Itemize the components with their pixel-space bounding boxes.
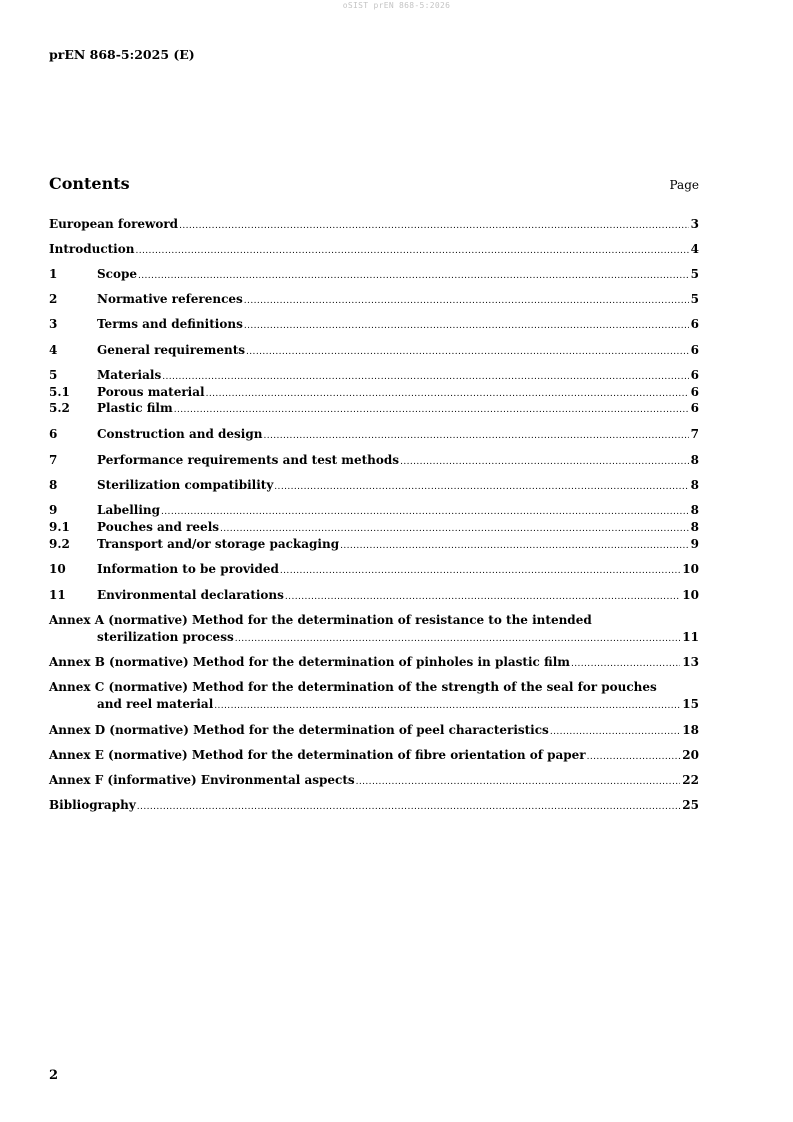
toc-entry-number: 11 <box>49 588 66 602</box>
toc-entry-number: 9.1 <box>49 520 70 534</box>
toc-entry-transport-storage-packaging[interactable] <box>49 536 699 552</box>
toc-entry-title: and reel material <box>97 697 214 711</box>
toc-entry-page: 8 <box>690 503 699 517</box>
toc-entry-title: Annex E (normative) Method for the determination of fibre orientation of paper <box>49 748 586 762</box>
toc-entry-page: 6 <box>690 343 699 357</box>
toc-entry-annex-d[interactable] <box>49 722 699 738</box>
toc-entry-labelling[interactable] <box>49 502 699 518</box>
toc-entry-title: Annex B (normative) Method for the determination of pinholes in plastic film <box>49 655 570 669</box>
toc-entry-title: Sterilization compatibility <box>97 478 274 492</box>
toc-entry-number: 5 <box>49 368 58 382</box>
toc-entry-normative-references[interactable] <box>49 291 699 307</box>
toc-entry-page: 18 <box>682 723 699 737</box>
toc-entry-title: Porous material <box>97 385 205 399</box>
dot-leader <box>244 293 689 309</box>
toc-entry-page: 20 <box>682 748 699 762</box>
toc-entry-title: Scope <box>97 267 138 281</box>
dot-leader <box>161 504 689 520</box>
toc-entry-title: Information to be provided <box>97 562 279 576</box>
toc-entry-introduction[interactable] <box>49 241 699 257</box>
toc-entry-european-foreword[interactable] <box>49 216 699 232</box>
toc-entry-title: Annex F (informative) Environmental aspects <box>49 773 355 787</box>
toc-entry-title: sterilization process <box>97 630 234 644</box>
dot-leader <box>135 243 688 259</box>
dot-leader <box>137 799 681 815</box>
toc-entry-page: 11 <box>682 630 699 644</box>
toc-entry-number: 3 <box>49 317 58 331</box>
toc-entry-construction-and-design[interactable] <box>49 426 699 442</box>
dot-leader <box>285 589 680 605</box>
dot-leader <box>220 521 689 537</box>
toc-entry-page: 6 <box>690 401 699 415</box>
toc-entry-annex-f[interactable] <box>49 772 699 788</box>
dot-leader <box>274 479 688 495</box>
toc-entry-number: 6 <box>49 427 58 441</box>
dot-leader <box>587 749 681 765</box>
toc-entry-number: 5.1 <box>49 385 70 399</box>
toc-entry-annex-b[interactable] <box>49 654 699 670</box>
toc-entry-title: Introduction <box>49 242 135 256</box>
toc-entry-number: 9.2 <box>49 537 70 551</box>
toc-entry-performance-requirements[interactable] <box>49 452 699 468</box>
toc-entry-title-line1: Annex C (normative) Method for the determination of the strength of the seal for pouches <box>49 680 657 694</box>
toc-entry-title: Terms and definitions <box>97 317 243 331</box>
toc-entry-porous-material[interactable] <box>49 384 699 400</box>
dot-leader <box>174 402 689 418</box>
dot-leader <box>340 538 689 554</box>
toc-entry-page: 10 <box>682 588 699 602</box>
toc-entry-annex-c[interactable] <box>49 679 699 713</box>
toc-entry-number: 5.2 <box>49 401 70 415</box>
toc-entry-number: 7 <box>49 453 58 467</box>
page-number: 2 <box>49 1068 59 1083</box>
dot-leader <box>179 218 689 234</box>
toc-entry-number: 9 <box>49 503 58 517</box>
toc-entry-page: 13 <box>682 655 699 669</box>
toc-entry-annex-a[interactable] <box>49 612 699 646</box>
dot-leader <box>244 318 689 334</box>
toc-entry-number: 4 <box>49 343 58 357</box>
toc-entry-title-line1: Annex A (normative) Method for the determination of resistance to the intended <box>49 613 592 627</box>
toc-entry-number: 8 <box>49 478 58 492</box>
toc-entry-annex-e[interactable] <box>49 747 699 763</box>
toc-entry-title: General requirements <box>97 343 246 357</box>
toc-entry-page: 8 <box>690 520 699 534</box>
dot-leader <box>246 344 689 360</box>
toc-entry-page: 6 <box>690 368 699 382</box>
dot-leader <box>571 656 680 672</box>
page-column-label: Page <box>669 178 699 192</box>
toc-entry-plastic-film[interactable] <box>49 400 699 416</box>
toc-entry-page: 10 <box>682 562 699 576</box>
toc-entry-title: Performance requirements and test methods <box>97 453 400 467</box>
toc-entry-page: 5 <box>690 267 699 281</box>
toc-entry-sterilization-compatibility[interactable] <box>49 477 699 493</box>
toc-entry-title: Pouches and reels <box>97 520 220 534</box>
toc-entry-title: Bibliography <box>49 798 136 812</box>
toc-entry-page: 4 <box>690 242 699 256</box>
toc-entry-environmental-declarations[interactable] <box>49 587 699 603</box>
dot-leader <box>400 454 689 470</box>
dot-leader <box>214 698 680 714</box>
toc-entry-title: Annex D (normative) Method for the determination of peel characteristics <box>49 723 549 737</box>
toc-entry-page: 8 <box>690 453 699 467</box>
dot-leader <box>263 428 688 444</box>
toc-entry-information-to-be-provided[interactable] <box>49 561 699 577</box>
toc-entry-title: Labelling <box>97 503 161 517</box>
contents-title: Contents <box>49 174 130 193</box>
toc-entry-title: Environmental declarations <box>97 588 284 602</box>
dot-leader <box>138 268 689 284</box>
toc-entry-number: 2 <box>49 292 58 306</box>
toc-entry-title: Materials <box>97 368 162 382</box>
watermark: oSIST prEN 868-5:2026 <box>342 1 451 10</box>
toc-entry-title: Transport and/or storage packaging <box>97 537 340 551</box>
toc-entry-page: 8 <box>690 478 699 492</box>
toc-entry-number: 1 <box>49 267 58 281</box>
contents-header <box>49 174 699 196</box>
toc-entry-title: Plastic film <box>97 401 173 415</box>
dot-leader <box>356 774 681 790</box>
toc-entry-scope[interactable] <box>49 266 699 282</box>
dot-leader <box>162 369 688 385</box>
toc-entry-page: 6 <box>690 385 699 399</box>
toc-entry-terms-and-definitions[interactable] <box>49 316 699 332</box>
document-reference: prEN 868-5:2025 (E) <box>49 47 195 62</box>
toc-entry-title: Construction and design <box>97 427 263 441</box>
toc-entry-title: European foreword <box>49 217 179 231</box>
toc-entry-page: 25 <box>682 798 699 812</box>
toc-entry-page: 6 <box>690 317 699 331</box>
toc-entry-page: 3 <box>690 217 699 231</box>
toc-entry-materials[interactable] <box>49 367 699 383</box>
toc-entry-title: Normative references <box>97 292 243 306</box>
toc-entry-page: 15 <box>682 697 699 711</box>
toc-entry-page: 9 <box>690 537 699 551</box>
toc-entry-page: 5 <box>690 292 699 306</box>
dot-leader <box>550 724 680 740</box>
toc-entry-pouches-and-reels[interactable] <box>49 519 699 535</box>
dot-leader <box>280 563 680 579</box>
toc-entry-page: 7 <box>690 427 699 441</box>
toc-entry-general-requirements[interactable] <box>49 342 699 358</box>
toc-entry-page: 22 <box>682 773 699 787</box>
toc-entry-bibliography[interactable] <box>49 797 699 813</box>
dot-leader <box>235 631 681 647</box>
toc-entry-number: 10 <box>49 562 66 576</box>
